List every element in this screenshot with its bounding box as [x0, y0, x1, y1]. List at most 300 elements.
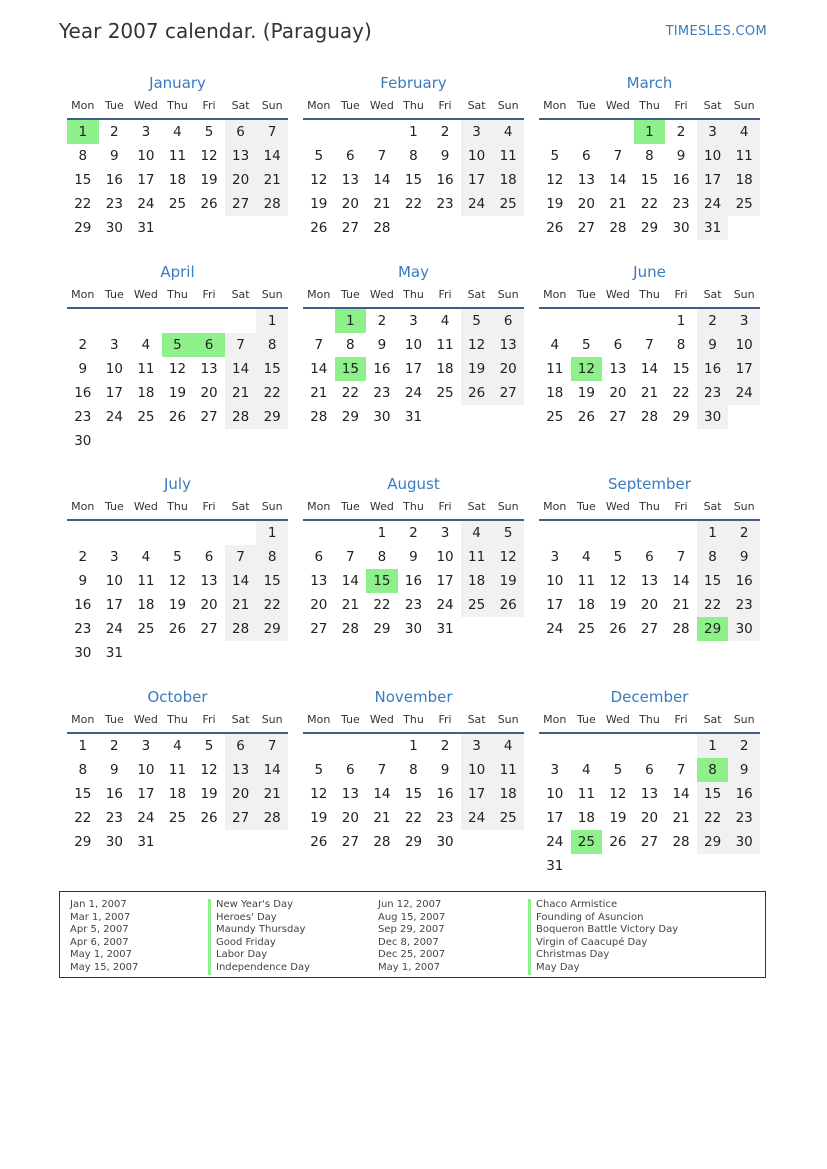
weekday-header [67, 708, 288, 734]
day-cell: 13 [310, 573, 328, 589]
holiday-name: Maundy Thursday [208, 924, 310, 937]
day-cell: 1 [697, 734, 729, 758]
day-cell: 18 [168, 172, 187, 188]
day-cell: 23 [436, 196, 454, 212]
legend-dates-left [70, 899, 138, 975]
day-cell: 20 [225, 782, 257, 806]
day-cell: 19 [461, 357, 493, 381]
day-cell: 18 [137, 385, 155, 401]
holiday-day-cell: 25 [571, 830, 603, 854]
day-cell: 6 [492, 309, 524, 333]
month-name: February [380, 74, 447, 92]
day-cell: 16 [373, 361, 391, 377]
day-cell: 21 [672, 597, 690, 613]
empty-cell [67, 521, 99, 545]
day-cell: 22 [697, 593, 729, 617]
day-cell: 26 [310, 834, 328, 850]
empty-cell [539, 120, 571, 144]
holiday-day-cell: 6 [193, 333, 225, 357]
day-cell: 21 [672, 810, 690, 826]
month-february [303, 72, 524, 240]
weekday-label: Wed [605, 99, 630, 112]
weekday-label: Sat [467, 713, 486, 726]
day-cell: 29 [256, 617, 288, 641]
weekday-label: Thu [167, 99, 188, 112]
day-cell: 17 [728, 357, 760, 381]
day-cell: 1 [409, 124, 418, 140]
day-cell: 19 [609, 810, 627, 826]
day-cell: 30 [74, 645, 92, 661]
day-cell: 13 [640, 786, 659, 802]
holiday-day-cell: 15 [366, 569, 398, 593]
weekday-label: Sat [231, 713, 250, 726]
day-cell: 3 [461, 734, 493, 758]
day-cell: 14 [672, 786, 690, 802]
weekday-label: Fri [674, 99, 688, 112]
day-cell: 18 [577, 810, 595, 826]
day-cell: 15 [404, 786, 423, 802]
day-cell: 17 [436, 573, 454, 589]
day-cell: 30 [105, 834, 123, 850]
empty-cell [602, 521, 634, 545]
day-cell: 12 [492, 545, 524, 569]
day-cell: 22 [256, 381, 288, 405]
day-cells [67, 120, 288, 240]
day-cell: 19 [168, 385, 187, 401]
day-cell: 30 [697, 405, 729, 429]
day-cell: 16 [672, 172, 690, 188]
month-name: October [147, 688, 208, 706]
weekday-label: Sat [467, 500, 486, 513]
month-november [303, 686, 524, 854]
weekday-label: Thu [403, 99, 424, 112]
day-cell: 28 [256, 806, 288, 830]
day-cell: 11 [461, 545, 493, 569]
day-cells [539, 309, 760, 429]
weekday-label: Tue [576, 288, 596, 301]
holiday-name: Independence Day [208, 962, 310, 975]
day-cell: 14 [373, 786, 391, 802]
weekday-label: Fri [674, 500, 688, 513]
day-cell: 7 [676, 762, 686, 778]
holiday-date: Apr 5, 2007 [70, 924, 129, 936]
empty-cell [366, 734, 398, 758]
day-cell: 12 [200, 148, 218, 164]
day-cell: 27 [200, 621, 218, 637]
holiday-date: Aug 15, 2007 [378, 911, 446, 923]
day-cell: 26 [546, 220, 564, 236]
day-cell: 6 [314, 549, 324, 565]
holiday-name: May Day [528, 962, 678, 975]
day-cell: 5 [314, 148, 324, 164]
month-name: December [610, 688, 689, 706]
day-cell: 22 [697, 806, 729, 830]
day-cell: 31 [546, 858, 564, 874]
empty-cell [303, 309, 335, 333]
day-cell: 27 [609, 409, 627, 425]
day-cell: 16 [436, 172, 454, 188]
weekday-label: Thu [167, 713, 188, 726]
day-cell: 18 [546, 385, 564, 401]
holiday-date: Apr 6, 2007 [70, 936, 129, 948]
day-cell: 5 [550, 148, 560, 164]
day-cell: 30 [728, 617, 760, 641]
day-cell: 6 [582, 148, 591, 164]
day-cell: 7 [613, 148, 623, 164]
day-cell: 22 [341, 385, 359, 401]
day-cell: 19 [492, 569, 524, 593]
weekday-header [303, 283, 524, 309]
weekday-label: Wed [133, 288, 158, 301]
day-cell: 22 [672, 385, 690, 401]
empty-cell [571, 734, 603, 758]
weekday-label: Wed [133, 713, 158, 726]
day-cells [539, 521, 760, 641]
day-cell: 28 [609, 220, 627, 236]
day-cell: 1 [78, 738, 88, 754]
day-cell: 11 [168, 762, 187, 778]
day-cell: 21 [225, 593, 257, 617]
site-logo-link[interactable]: TIMESLES.COM [665, 24, 767, 39]
day-cell: 26 [577, 409, 595, 425]
day-cell: 18 [137, 597, 155, 613]
day-cell: 29 [640, 220, 659, 236]
day-cell: 28 [310, 409, 328, 425]
weekday-label: Wed [605, 713, 630, 726]
day-cell: 28 [341, 621, 359, 637]
day-cells [67, 521, 288, 665]
day-cell: 4 [492, 734, 524, 758]
day-cell: 11 [546, 361, 564, 377]
day-cell: 17 [137, 172, 155, 188]
day-cell: 10 [546, 573, 564, 589]
weekday-label: Sun [497, 288, 519, 301]
day-cell: 13 [200, 361, 218, 377]
day-cell: 23 [105, 196, 123, 212]
day-cell: 24 [105, 621, 123, 637]
day-cell: 7 [256, 734, 288, 758]
day-cell: 4 [141, 549, 151, 565]
holiday-date: Jan 1, 2007 [70, 899, 127, 910]
day-cell: 4 [550, 337, 560, 353]
day-cell: 4 [173, 124, 182, 140]
day-cell: 26 [461, 381, 493, 405]
day-cell: 22 [74, 196, 92, 212]
day-cell: 27 [577, 220, 595, 236]
day-cell: 4 [582, 549, 591, 565]
empty-cell [571, 120, 603, 144]
day-cell: 17 [105, 597, 123, 613]
day-cell: 7 [225, 545, 257, 569]
day-cell: 21 [225, 381, 257, 405]
day-cell: 6 [225, 734, 257, 758]
day-cell: 5 [461, 309, 493, 333]
empty-cell [335, 120, 367, 144]
day-cell: 23 [373, 385, 391, 401]
day-cell: 14 [310, 361, 328, 377]
day-cell: 10 [461, 758, 493, 782]
day-cell: 11 [492, 144, 524, 168]
day-cell: 28 [373, 834, 391, 850]
weekday-label: Fri [202, 99, 216, 112]
day-cell: 28 [256, 192, 288, 216]
weekday-label: Sun [497, 713, 519, 726]
empty-cell [335, 521, 367, 545]
day-cell: 15 [672, 361, 690, 377]
legend-names-left [208, 899, 310, 975]
month-name: May [397, 263, 429, 281]
day-cell: 11 [577, 786, 595, 802]
empty-cell [634, 521, 666, 545]
day-cell: 25 [137, 409, 155, 425]
day-cell: 11 [137, 361, 155, 377]
month-may [303, 261, 524, 429]
day-cell: 12 [609, 786, 627, 802]
day-cell: 25 [492, 806, 524, 830]
weekday-label: Thu [639, 288, 660, 301]
weekday-label: Wed [369, 713, 394, 726]
day-cell: 10 [436, 549, 454, 565]
holiday-date: Jun 12, 2007 [378, 899, 442, 910]
day-cell: 17 [546, 810, 564, 826]
day-cell: 3 [440, 525, 450, 541]
day-cell: 7 [676, 549, 686, 565]
weekday-label: Mon [71, 99, 95, 112]
day-cell: 3 [697, 120, 729, 144]
month-december [539, 686, 760, 878]
day-cell: 5 [173, 549, 182, 565]
empty-cell [193, 309, 225, 333]
weekday-label: Sat [231, 99, 250, 112]
day-cell: 14 [341, 573, 359, 589]
day-cell: 1 [256, 521, 288, 545]
day-cell: 20 [577, 196, 595, 212]
day-cell: 26 [609, 621, 627, 637]
empty-cell [539, 309, 571, 333]
day-cell: 8 [676, 337, 686, 353]
weekday-label: Fri [438, 500, 452, 513]
day-cell: 15 [256, 569, 288, 593]
day-cell: 26 [609, 834, 627, 850]
day-cell: 3 [409, 313, 418, 329]
day-cell: 8 [78, 762, 88, 778]
day-cell: 9 [377, 337, 387, 353]
weekday-label: Mon [307, 99, 331, 112]
weekday-label: Sat [467, 288, 486, 301]
day-cell: 25 [577, 621, 595, 637]
day-cell: 27 [492, 381, 524, 405]
day-cell: 28 [225, 617, 257, 641]
day-cell: 14 [640, 361, 659, 377]
day-cell: 8 [78, 148, 88, 164]
weekday-header [539, 495, 760, 521]
day-cell: 24 [546, 621, 564, 637]
weekday-label: Thu [167, 500, 188, 513]
weekday-label: Sat [231, 288, 250, 301]
weekday-label: Tue [340, 713, 360, 726]
weekday-label: Wed [133, 500, 158, 513]
weekday-label: Mon [71, 713, 95, 726]
day-cell: 7 [377, 148, 387, 164]
empty-cell [130, 309, 162, 333]
day-cell: 23 [728, 806, 760, 830]
day-cell: 18 [168, 786, 187, 802]
day-cell: 20 [310, 597, 328, 613]
day-cell: 15 [74, 172, 92, 188]
weekday-label: Sun [261, 99, 283, 112]
day-cell: 7 [256, 120, 288, 144]
day-cell: 20 [609, 385, 627, 401]
day-cell: 25 [137, 621, 155, 637]
day-cell: 26 [168, 621, 187, 637]
day-cell: 8 [409, 762, 418, 778]
day-cell: 10 [404, 337, 423, 353]
day-cell: 28 [225, 405, 257, 429]
weekday-label: Mon [307, 288, 331, 301]
day-cell: 17 [404, 361, 423, 377]
empty-cell [602, 309, 634, 333]
weekday-label: Tue [576, 99, 596, 112]
empty-cell [130, 521, 162, 545]
month-name: June [633, 263, 666, 281]
month-name: July [164, 475, 191, 493]
day-cell: 13 [225, 758, 257, 782]
empty-cell [366, 120, 398, 144]
empty-cell [303, 734, 335, 758]
page-title: Year 2007 calendar. (Paraguay) [59, 19, 372, 43]
day-cell: 2 [110, 124, 119, 140]
day-cell: 21 [373, 810, 391, 826]
day-cell: 18 [436, 361, 454, 377]
day-cell: 13 [225, 144, 257, 168]
weekday-label: Sat [703, 713, 722, 726]
day-cell: 29 [256, 405, 288, 429]
day-cell: 9 [78, 361, 88, 377]
day-cell: 31 [137, 834, 155, 850]
day-cell: 23 [74, 409, 92, 425]
day-cell: 24 [728, 381, 760, 405]
day-cell: 17 [461, 168, 493, 192]
empty-cell [193, 521, 225, 545]
weekday-label: Tue [104, 99, 124, 112]
day-cell: 2 [728, 734, 760, 758]
day-cell: 26 [200, 196, 218, 212]
day-cell: 2 [676, 124, 686, 140]
day-cell: 4 [440, 313, 450, 329]
weekday-label: Fri [438, 99, 452, 112]
holiday-name: Good Friday [208, 937, 310, 950]
day-cell: 14 [225, 357, 257, 381]
day-cell: 31 [697, 216, 729, 240]
day-cell: 29 [672, 409, 690, 425]
day-cell: 20 [640, 597, 659, 613]
holiday-day-cell: 8 [697, 758, 729, 782]
day-cell: 2 [409, 525, 418, 541]
month-name: March [626, 74, 673, 92]
weekday-label: Wed [605, 288, 630, 301]
holiday-name: Heroes' Day [208, 912, 310, 925]
weekday-label: Mon [543, 713, 567, 726]
day-cells [303, 309, 524, 429]
month-march [539, 72, 760, 240]
day-cell: 25 [436, 385, 454, 401]
weekday-label: Sun [497, 500, 519, 513]
day-cell: 3 [550, 762, 560, 778]
day-cell: 15 [640, 172, 659, 188]
month-october [67, 686, 288, 854]
day-cell: 16 [74, 597, 92, 613]
holiday-name: Christmas Day [528, 949, 678, 962]
day-cell: 27 [225, 806, 257, 830]
day-cell: 6 [346, 148, 355, 164]
weekday-label: Sat [703, 500, 722, 513]
day-cell: 17 [546, 597, 564, 613]
day-cell: 6 [613, 337, 623, 353]
day-cell: 8 [697, 545, 729, 569]
day-cell: 18 [492, 782, 524, 806]
day-cell: 24 [461, 806, 493, 830]
day-cell: 14 [256, 758, 288, 782]
day-cell: 15 [404, 172, 423, 188]
day-cell: 9 [110, 148, 119, 164]
day-cell: 31 [436, 621, 454, 637]
empty-cell [602, 120, 634, 144]
month-name: April [160, 263, 195, 281]
weekday-label: Tue [340, 500, 360, 513]
day-cell: 10 [697, 144, 729, 168]
day-cell: 17 [105, 385, 123, 401]
day-cell: 23 [697, 381, 729, 405]
holiday-day-cell: 1 [67, 120, 99, 144]
day-cell: 27 [200, 409, 218, 425]
day-cell: 25 [492, 192, 524, 216]
month-name: November [374, 688, 453, 706]
day-cell: 15 [697, 782, 729, 806]
day-cell: 16 [404, 573, 423, 589]
weekday-label: Fri [202, 713, 216, 726]
holiday-day-cell: 15 [335, 357, 367, 381]
day-cell: 12 [168, 573, 187, 589]
day-cell: 24 [137, 810, 155, 826]
day-cell: 20 [200, 385, 218, 401]
empty-cell [67, 309, 99, 333]
weekday-header [539, 283, 760, 309]
weekday-label: Sun [733, 99, 755, 112]
day-cell: 4 [728, 120, 760, 144]
day-cell: 19 [546, 196, 564, 212]
weekday-label: Sat [231, 500, 250, 513]
holiday-date: Dec 25, 2007 [378, 949, 446, 961]
day-cell: 16 [74, 385, 92, 401]
month-name: January [149, 74, 206, 92]
day-cell: 9 [728, 545, 760, 569]
weekday-label: Sun [733, 500, 755, 513]
day-cell: 28 [672, 834, 690, 850]
day-cell: 20 [492, 357, 524, 381]
day-cell: 23 [105, 810, 123, 826]
empty-cell [571, 521, 603, 545]
day-cells [539, 120, 760, 240]
weekday-label: Fri [438, 288, 452, 301]
weekday-label: Mon [71, 288, 95, 301]
day-cell: 13 [492, 333, 524, 357]
day-cells [67, 309, 288, 453]
day-cell: 18 [492, 168, 524, 192]
empty-cell [225, 521, 257, 545]
holiday-day-cell: 1 [634, 120, 666, 144]
day-cell: 19 [577, 385, 595, 401]
weekday-label: Fri [202, 500, 216, 513]
